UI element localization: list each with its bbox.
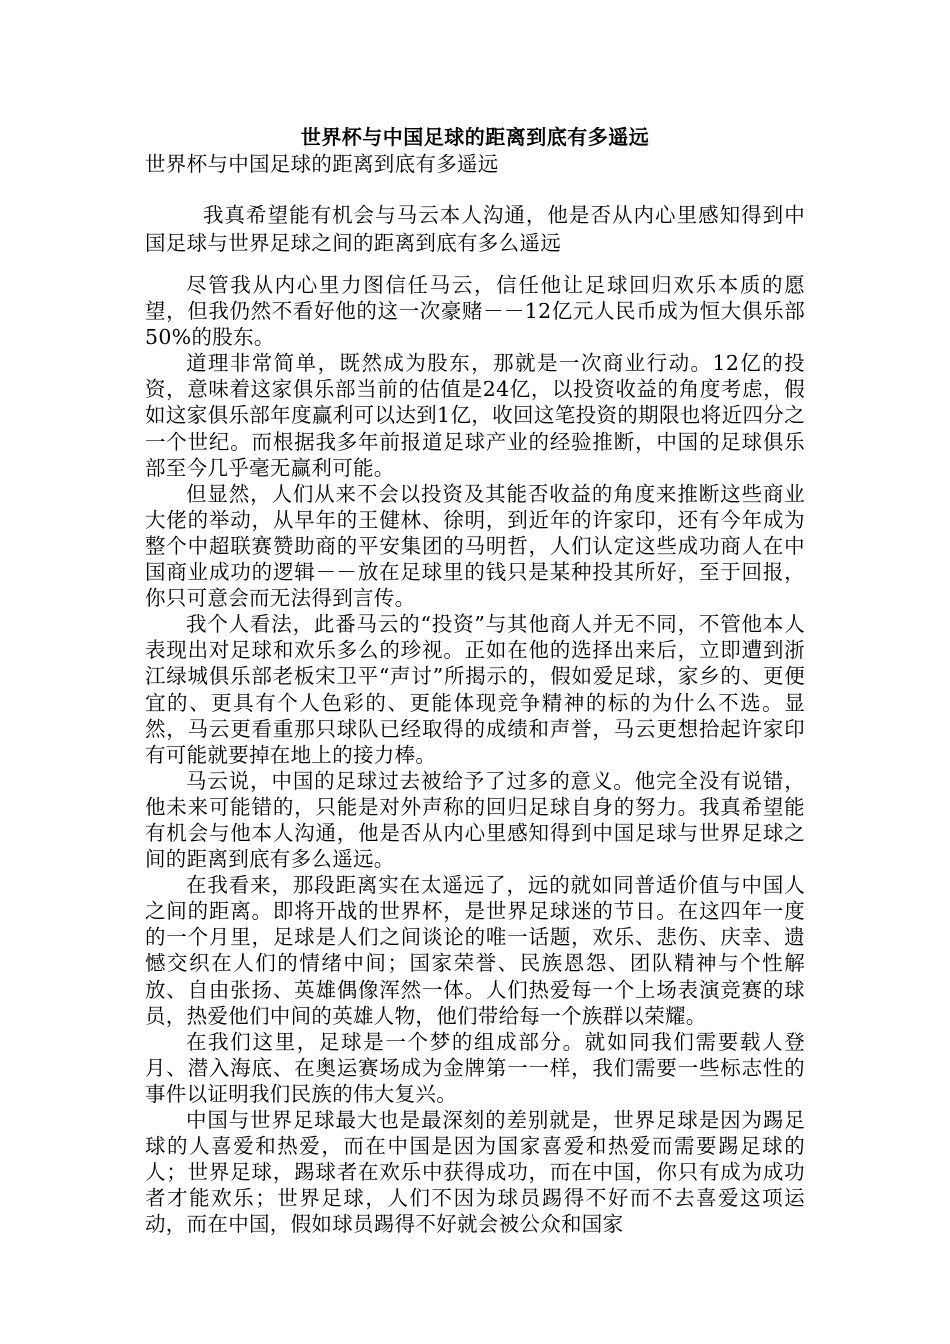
paragraph-6: 在我看来，那段距离实在太遥远了，远的就如同普适价值与中国人之间的距离。即将开战的世界杯，是世界足球迷的节日。在这四年一度的一个月里，足球是人们之间谈论的唯一话题，欢乐、悲伤、庆幸、遗憾交织在人们的情绪中间；国家荣誉、民族恩怨、团队精神与个性解放、自由张扬、英雄偶像浑然一体。人们热爱每一个上场表演竞赛的球员，热爱他们中间的英雄人物，他们带给每一个族群以荣耀。: [145, 873, 805, 1028]
paragraph-4: 我个人看法，此番马云的“投资”与其他商人并无不同，不管他本人表现出对足球和欢乐多么的珍视。正如在他的选择出来后，立即遭到浙江绿城俱乐部老板宋卫平“声讨”所揭示的，假如爱足球，家乡的、更便宜的、更具有个人色彩的、更能体现竞争精神的标的为什么不选。显然，马云更看重那只球队已经取得的成绩和声誉，马云更想拾起许家印有可能就要掉在地上的接力棒。: [145, 612, 805, 767]
lead-paragraph: 我真希望能有机会与马云本人沟通，他是否从内心里感知得到中国足球与世界足球之间的距离到底有多么遥远: [145, 203, 805, 255]
paragraph-8: 中国与世界足球最大也是最深刻的差别就是，世界足球是因为踢足球的人喜爱和热爱，而在中国是因为国家喜爱和热爱而需要踢足球的人；世界足球，踢球者在欢乐中获得成功，而在中国，你只有成为成功者才能欢乐；世界足球，人们不因为球员踢得不好而不去喜爱这项运动，而在中国，假如球员踢得不好就会被公众和国家: [145, 1108, 805, 1237]
paragraph-1: 尽管我从内心里力图信任马云，信任他让足球回归欢乐本质的愿望，但我仍然不看好他的这一次豪赌－－12亿元人民币成为恒大俱乐部50%的股东。: [145, 273, 805, 350]
document-title: 世界杯与中国足球的距离到底有多遥远: [300, 125, 650, 149]
document-subtitle: 世界杯与中国足球的距离到底有多遥远: [145, 152, 499, 176]
paragraph-2: 道理非常简单，既然成为股东，那就是一次商业行动。12亿的投资，意味着这家俱乐部当前的估值是24亿，以投资收益的角度考虑，假如这家俱乐部年度赢利可以达到1亿，收回这笔投资的期限也将近四分之一个世纪。而根据我多年前报道足球产业的经验推断，中国的足球俱乐部至今几乎毫无赢利可能。: [145, 351, 805, 480]
paragraph-3: 但显然，人们从来不会以投资及其能否收益的角度来推断这些商业大佬的举动，从早年的王健林、徐明，到近年的许家印，还有今年成为整个中超联赛赞助商的平安集团的马明哲，人们认定这些成功商人在中国商业成功的逻辑－－放在足球里的钱只是某种投其所好，至于回报，你只可意会而无法得到言传。: [145, 481, 805, 611]
paragraph-7: 在我们这里，足球是一个梦的组成部分。就如同我们需要载人登月、潜入海底、在奥运赛场成为金牌第一一样，我们需要一些标志性的事件以证明我们民族的伟大复兴。: [145, 1029, 805, 1106]
article-body: [145, 272, 805, 1237]
paragraph-5: 马云说，中国的足球过去被给予了过多的意义。他完全没有说错，他未来可能错的，只能是对外声称的回归足球自身的努力。我真希望能有机会与他本人沟通，他是否从内心里感知得到中国足球与世界足球之间的距离到底有多么遥远。: [145, 768, 805, 872]
